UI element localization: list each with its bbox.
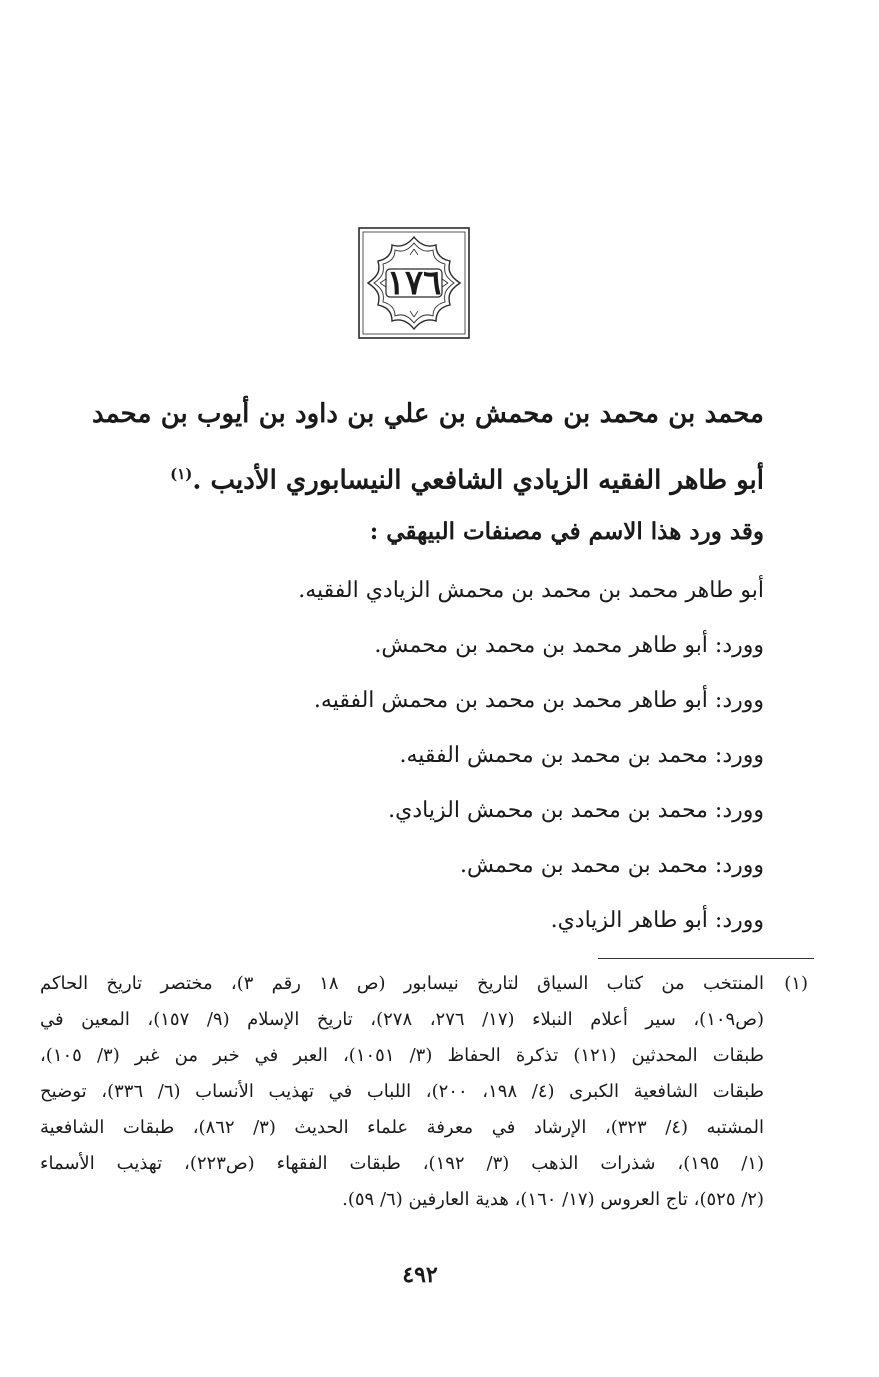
footnote-line: المشتبه (٤/ ٣٢٣)، الإرشاد في معرفة علماء الحديث (٣/ ٨٦٢)، طبقات الشافعية [40, 1117, 764, 1138]
name-variant: وورد: محمد بن محمد بن محمش الفقيه. [399, 743, 764, 768]
name-variant: وورد: محمد بن محمد بن محمش. [459, 853, 764, 878]
footnote-reference: (١) [170, 465, 193, 483]
footnote-separator [598, 958, 814, 959]
name-variant: وورد: أبو طاهر محمد بن محمد بن محمش. [374, 633, 764, 658]
intro-line: وقد ورد هذا الاسم في مصنفات البيهقي : [369, 518, 764, 545]
page-number: ٤٩٢ [402, 1262, 438, 1288]
footnote-line: طبقات الشافعية الكبرى (٤/ ١٩٨، ٢٠٠)، اللباب في تهذيب الأنساب (٦/ ٣٣٦)، توضيح [40, 1081, 764, 1102]
footnote-first-line [40, 966, 808, 1002]
title-line-2-text: أبو طاهر الفقيه الزيادي الشافعي النيسابوري الأديب . [192, 465, 764, 496]
name-variants-list [92, 563, 764, 948]
entry-title [92, 384, 764, 511]
footnote-line: (٢/ ٥٢٥)، تاج العروس (١٧/ ١٦٠)، هدية العارفين (٦/ ٥٩). [342, 1189, 764, 1210]
footnote-line: المنتخب من كتاب السياق لتاريخ نيسابور (ص ١٨ رقم ٣)، مختصر تاريخ الحاكم [40, 973, 764, 994]
name-variant: وورد: أبو طاهر الزيادي. [550, 908, 764, 933]
name-variant: وورد: أبو طاهر محمد بن محمد بن محمش الفقيه. [313, 688, 764, 713]
entry-number: ١٧٦ [386, 263, 442, 303]
title-line-1: محمد بن محمد بن محمش بن علي بن داود بن أيوب بن محمد [92, 399, 764, 429]
footnote [40, 966, 808, 1218]
name-variant: وورد: محمد بن محمد بن محمش الزيادي. [388, 798, 764, 823]
intro-text [92, 512, 764, 552]
footnote-line: (ص١٠٩)، سير أعلام النبلاء (١٧/ ٢٧٦، ٢٧٨)، تاريخ الإسلام (٩/ ١٥٧)، المعين في [40, 1009, 765, 1030]
footnote-line: (١/ ١٩٥)، شذرات الذهب (٣/ ١٩٢)، طبقات الفقهاء (ص٢٢٣)، تهذيب الأسماء [40, 1153, 764, 1174]
name-variant: أبو طاهر محمد بن محمد بن محمش الزيادي الفقيه. [298, 578, 764, 603]
footnote-number: (١) [784, 973, 808, 994]
footnote-line: طبقات المحدثين (١٢١) تذكرة الحفاظ (٣/ ١٠٥١)، العبر في خبر من غبر (٣/ ١٠٥)، [40, 1045, 764, 1066]
title-line-2 [92, 444, 764, 511]
